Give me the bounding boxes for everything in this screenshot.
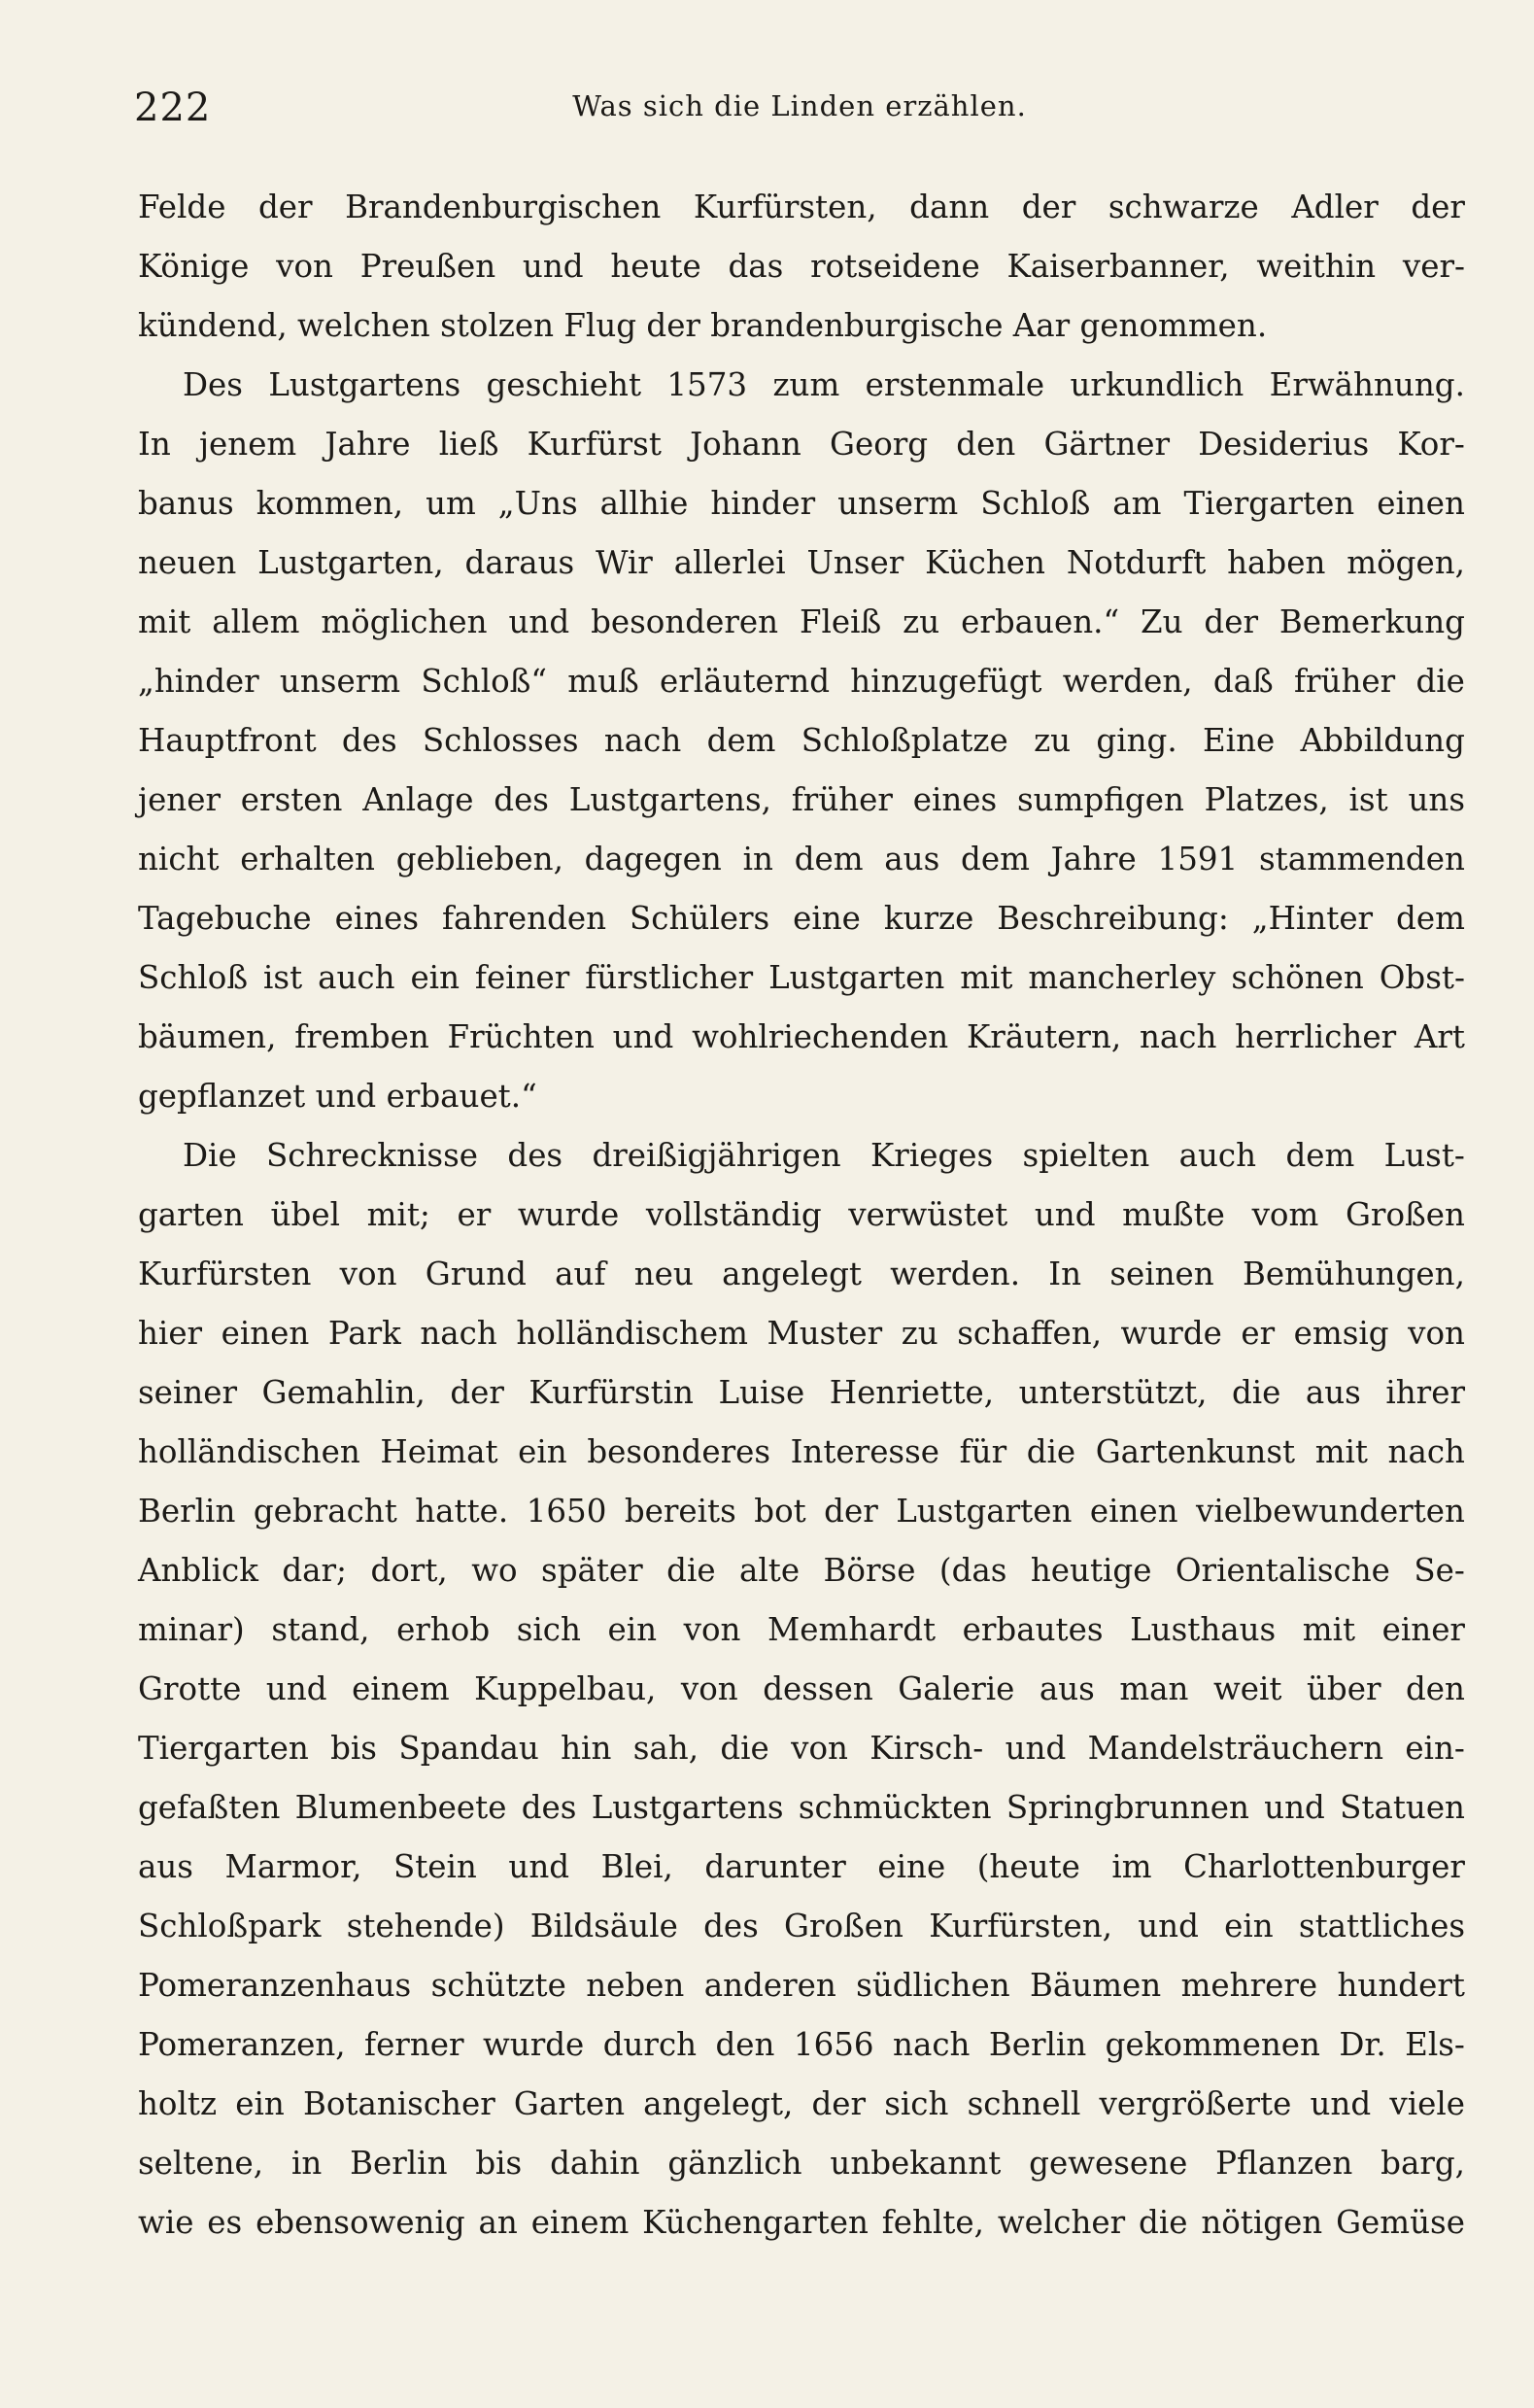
page-header: [134, 86, 1465, 144]
page-number: 222: [134, 86, 212, 130]
text-line: minar) stand, erhob sich ein von Memhardt erbautes Lusthaus mit einer: [138, 1611, 1465, 1648]
text-line: seiner Gemahlin, der Kurfürstin Luise Henriette, unterstützt, die aus ihrer: [138, 1374, 1465, 1411]
text-line: Anblick dar; dort, wo später die alte Börse (das heutige Orientalische Se-: [138, 1552, 1465, 1589]
text-line: nicht erhalten geblieben, dagegen in dem aus dem Jahre 1591 stammenden: [138, 841, 1465, 877]
text-line: neuen Lustgarten, daraus Wir allerlei Unser Küchen Notdurft haben mögen,: [138, 544, 1465, 581]
text-line: bäumen, fremben Früchten und wohlriechenden Kräutern, nach herrlicher Art: [138, 1018, 1465, 1055]
text-line: mit allem möglichen und besonderen Fleiß zu erbauen.“ Zu der Bemerkung: [138, 603, 1465, 640]
text-line: holländischen Heimat ein besonderes Interesse für die Gartenkunst mit nach: [138, 1433, 1465, 1470]
text-line: Die Schrecknisse des dreißigjährigen Krieges spielten auch dem Lust-: [183, 1137, 1465, 1174]
running-title: Was sich die Linden erzählen.: [572, 89, 1027, 122]
body-text: [138, 178, 1465, 2253]
text-line: banus kommen, um „Uns allhie hinder unserm Schloß am Tiergarten einen: [138, 485, 1465, 522]
text-line: Berlin gebracht hatte. 1650 bereits bot der Lustgarten einen vielbewunderten: [138, 1493, 1465, 1530]
text-line: jener ersten Anlage des Lustgartens, früher eines sumpfigen Platzes, ist uns: [138, 781, 1465, 818]
text-line: Kurfürsten von Grund auf neu angelegt werden. In seinen Bemühungen,: [138, 1256, 1465, 1292]
text-line: Schloß ist auch ein feiner fürstlicher Lustgarten mit mancherley schönen Obst-: [138, 959, 1465, 996]
text-line: garten übel mit; er wurde vollständig verwüstet und mußte vom Großen: [138, 1196, 1465, 1233]
text-line: gepflanzet und erbauet.“: [138, 1078, 537, 1115]
text-line: Pomeranzenhaus schützte neben anderen südlichen Bäumen mehrere hundert: [138, 1967, 1465, 2004]
text-line: aus Marmor, Stein und Blei, darunter eine (heute im Charlottenburger: [138, 1848, 1465, 1885]
text-line: Könige von Preußen und heute das rotseidene Kaiserbanner, weithin ver-: [138, 248, 1465, 285]
text-line: Felde der Brandenburgischen Kurfürsten, dann der schwarze Adler der: [138, 189, 1465, 225]
text-line: Des Lustgartens geschieht 1573 zum erstenmale urkundlich Erwähnung.: [183, 366, 1465, 403]
text-line: wie es ebensowenig an einem Küchengarten fehlte, welcher die nötigen Gemüse: [138, 2204, 1465, 2241]
text-line: hier einen Park nach holländischem Muster zu schaffen, wurde er emsig von: [138, 1315, 1465, 1352]
text-line: Tiergarten bis Spandau hin sah, die von Kirsch- und Mandelsträuchern ein-: [138, 1730, 1465, 1767]
text-line: holtz ein Botanischer Garten angelegt, der sich schnell vergrößerte und viele: [138, 2085, 1465, 2122]
text-line: gefaßten Blumenbeete des Lustgartens schmückten Springbrunnen und Statuen: [138, 1789, 1465, 1826]
text-line: Pomeranzen, ferner wurde durch den 1656 nach Berlin gekommenen Dr. Els-: [138, 2026, 1465, 2063]
text-line: seltene, in Berlin bis dahin gänzlich unbekannt gewesene Pflanzen barg,: [138, 2145, 1465, 2182]
text-line: In jenem Jahre ließ Kurfürst Johann Georg den Gärtner Desiderius Kor-: [138, 426, 1465, 463]
text-line: „hinder unserm Schloß“ muß erläuternd hinzugefügt werden, daß früher die: [138, 663, 1465, 700]
text-line: Hauptfront des Schlosses nach dem Schloßplatze zu ging. Eine Abbildung: [138, 722, 1465, 759]
text-line: Schloßpark stehende) Bildsäule des Großen Kurfürsten, und ein stattliches: [138, 1908, 1465, 1944]
text-line: Tagebuche eines fahrenden Schülers eine kurze Beschreibung: „Hinter dem: [138, 900, 1465, 937]
text-line: kündend, welchen stolzen Flug der brandenburgische Aar genommen.: [138, 307, 1268, 344]
text-line: Grotte und einem Kuppelbau, von dessen Galerie aus man weit über den: [138, 1670, 1465, 1707]
